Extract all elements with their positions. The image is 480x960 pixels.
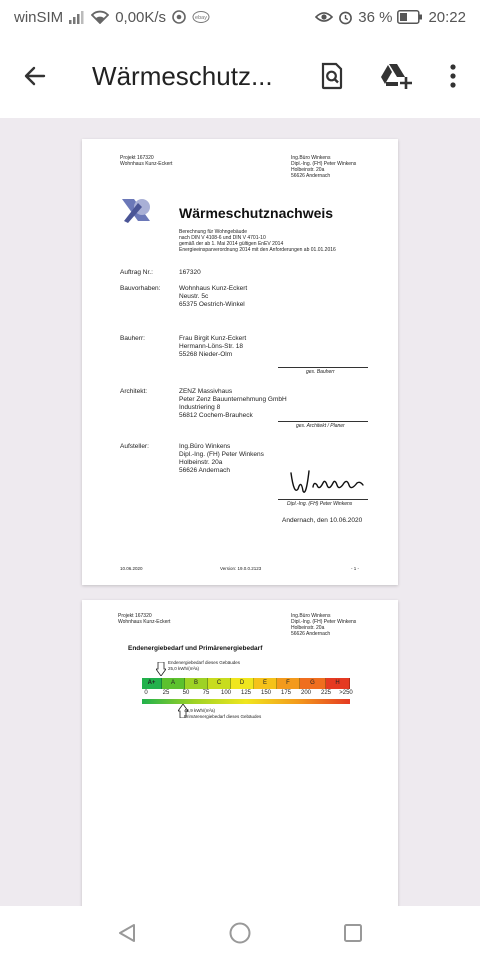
- alarm-icon: [338, 10, 353, 25]
- energy-class-b: B: [185, 678, 208, 689]
- energy-scale-tick: 225: [320, 690, 331, 696]
- svg-text:ebay: ebay: [195, 15, 208, 21]
- bauvorhaben-line: 65375 Oestrich-Winkel: [179, 301, 245, 308]
- energy-scale-tick: 150: [260, 690, 271, 696]
- header-right-line: Ing.Büro Winkens: [291, 155, 331, 161]
- header-left-line: Wohnhaus Kunz-Eckert: [118, 619, 171, 625]
- home-circle-icon: [228, 921, 252, 945]
- energy-class-d: D: [231, 678, 254, 689]
- auftrag-value: 167320: [179, 269, 201, 276]
- architekt-block: [179, 388, 287, 420]
- bauherr-line: 55268 Nieder-Olm: [179, 351, 233, 358]
- document-title: Wärmeschutz...: [92, 60, 273, 91]
- app-bar: [0, 34, 480, 118]
- bauherr-label: Bauherr:: [120, 335, 145, 342]
- architekt-line: Peter Zenz Bauunternehmung GmbH: [179, 396, 287, 403]
- battery-percent: 36 %: [358, 8, 393, 26]
- bauherr-signature-caption: ges. Bauherr: [306, 369, 335, 375]
- architekt-signature-line: [278, 421, 368, 422]
- header-right-line: 56626 Andernach: [291, 631, 331, 637]
- document-heading: Wärmeschutznachweis: [179, 205, 334, 221]
- architekt-label: Architekt:: [120, 388, 148, 395]
- pdf-page-1: [82, 139, 398, 585]
- energy-class-c: C: [208, 678, 231, 689]
- header-left-line: Projekt 167320: [118, 613, 152, 619]
- footer-version: Version: 19.0.0.2123: [220, 566, 262, 571]
- battery-icon: [397, 10, 423, 24]
- recents-square-icon: [342, 922, 364, 944]
- energy-scale-ticks: [136, 690, 356, 696]
- bauvorhaben-label: Bauvorhaben:: [120, 285, 161, 292]
- wifi-icon: [91, 10, 109, 24]
- header-right-line: Ing.Büro Winkens: [291, 613, 331, 619]
- document-subtitle: [179, 229, 336, 253]
- energy-scale-tick: 175: [280, 690, 291, 696]
- page1-header-left: [120, 155, 172, 167]
- add-to-drive-icon: [380, 63, 412, 89]
- header-right-line: Dipl.-Ing. (FH) Peter Winkens: [291, 619, 357, 625]
- bauvorhaben-block: [179, 285, 247, 309]
- aufsteller-line: Dipl.-Ing. (FH) Peter Winkens: [179, 451, 264, 458]
- handwritten-signature: [287, 465, 367, 499]
- endenergie-label-line: Endenergiebedarf dieses Gebäudes: [168, 660, 241, 665]
- header-right-line: Dipl.-Ing. (FH) Peter Winkens: [291, 161, 357, 167]
- search-document-icon: [319, 62, 345, 90]
- energy-section-title: Endenergiebedarf und Primärenergiebedarf: [128, 645, 263, 652]
- endenergie-marker-icon: [156, 662, 166, 676]
- architekt-line: 56812 Cochem-Brauheck: [179, 412, 253, 419]
- aufsteller-line: Ing.Büro Winkens: [179, 443, 231, 450]
- footer-page-number: - 1 -: [351, 566, 360, 571]
- bauherr-line: Hermann-Löns-Str. 18: [179, 343, 243, 350]
- subtitle-line: Energieeinsparverordnung 2014 mit den Anforderungen ab 01.01.2016: [179, 247, 336, 253]
- signal-icon: [69, 11, 85, 24]
- page2-header-left: [118, 613, 170, 625]
- nav-home-button[interactable]: [210, 906, 270, 960]
- aufsteller-line: 56626 Andernach: [179, 467, 230, 474]
- energy-scale-tick: 125: [240, 690, 251, 696]
- bauvorhaben-line: Wohnhaus Kunz-Eckert: [179, 285, 248, 292]
- status-bar: [0, 0, 480, 34]
- energy-scale-tick: 200: [300, 690, 311, 696]
- page2-header-right: [291, 613, 356, 637]
- energy-class-g: G: [300, 678, 326, 689]
- chrome-icon: [172, 10, 186, 24]
- energy-gradient-bar: [142, 699, 350, 704]
- back-triangle-icon: [116, 922, 138, 944]
- bauherr-signature-line: [278, 367, 368, 368]
- place-date: Andernach, den 10.06.2020: [282, 517, 363, 524]
- energy-class-a-plus: A+: [142, 678, 162, 689]
- energy-class-h: H: [326, 678, 350, 689]
- energy-class-e: E: [254, 678, 277, 689]
- bauherr-line: Frau Birgit Kunz-Eckert: [179, 335, 247, 342]
- auftrag-label: Auftrag Nr.:: [120, 269, 153, 276]
- energy-class-f: F: [277, 678, 300, 689]
- architekt-line: ZENZ Massivhaus: [179, 388, 233, 395]
- primaerenergie-label: [184, 708, 261, 719]
- header-right-line: Holbeinstr. 20a: [291, 167, 325, 173]
- company-logo: [120, 195, 158, 225]
- aufsteller-signature-line: [278, 499, 368, 500]
- header-left-line: Wohnhaus Kunz-Eckert: [120, 161, 173, 167]
- energy-class-a: A: [162, 678, 185, 689]
- add-to-drive-button[interactable]: [369, 48, 423, 104]
- search-document-button[interactable]: [305, 48, 359, 104]
- system-nav-bar: [0, 906, 480, 960]
- header-right-line: Holbeinstr. 20a: [291, 625, 325, 631]
- footer-date: 10.06.2020: [120, 566, 143, 571]
- ebay-icon: [192, 10, 210, 24]
- eye-icon: [315, 11, 333, 23]
- page1-header-right: [291, 155, 356, 179]
- more-options-button[interactable]: [426, 48, 480, 104]
- aufsteller-block: [179, 443, 264, 475]
- nav-back-button[interactable]: [97, 906, 157, 960]
- subtitle-line: gemäß der ab 1. Mai 2014 gültigen EnEV 2014: [179, 241, 284, 247]
- bauvorhaben-line: Neustr. 5c: [179, 293, 209, 300]
- architekt-line: Industriering 8: [179, 404, 221, 411]
- aufsteller-line: Holbeinstr. 20a: [179, 459, 223, 466]
- subtitle-line: nach DIN V 4108-6 und DIN V 4701-10: [179, 235, 266, 241]
- architekt-signature-caption: ges. Architekt / Planer: [296, 423, 345, 429]
- carrier-label: winSIM: [14, 8, 64, 26]
- nav-recents-button[interactable]: [323, 906, 383, 960]
- more-vert-icon: [450, 64, 456, 88]
- primaerenergie-label-line: Primärenergiebedarf dieses Gebäudes: [184, 713, 262, 719]
- endenergie-label-line: 25,0 kWh/(m²a): [168, 665, 200, 671]
- aufsteller-label: Aufsteller:: [120, 443, 149, 450]
- energy-scale-tick: 25: [162, 690, 170, 696]
- energy-scale-tick: 75: [202, 690, 210, 696]
- energy-scale-tick: 100: [220, 690, 231, 696]
- primaerenergie-label-line: 45,9 kWh/(m²a): [184, 708, 216, 713]
- header-right-line: 56626 Andernach: [291, 173, 331, 179]
- back-arrow-icon: [23, 64, 47, 88]
- pdf-viewer[interactable]: [0, 118, 480, 906]
- subtitle-line: Berechnung für Wohngebäude: [179, 229, 248, 235]
- pdf-page-2: [82, 600, 398, 906]
- back-button[interactable]: [0, 40, 70, 112]
- network-speed: 0,00K/s: [115, 8, 167, 26]
- energy-scale-tick: 0: [144, 690, 148, 696]
- energy-scale-tick: >250: [339, 690, 353, 696]
- bauherr-block: [179, 335, 246, 359]
- clock: 20:22: [428, 8, 466, 26]
- endenergie-label: [168, 660, 240, 671]
- aufsteller-signature-caption: Dipl.-Ing. (FH) Peter Winkens: [287, 501, 353, 507]
- header-left-line: Projekt 167320: [120, 155, 154, 161]
- energy-class-scale: [142, 678, 350, 689]
- energy-scale-tick: 50: [182, 690, 190, 696]
